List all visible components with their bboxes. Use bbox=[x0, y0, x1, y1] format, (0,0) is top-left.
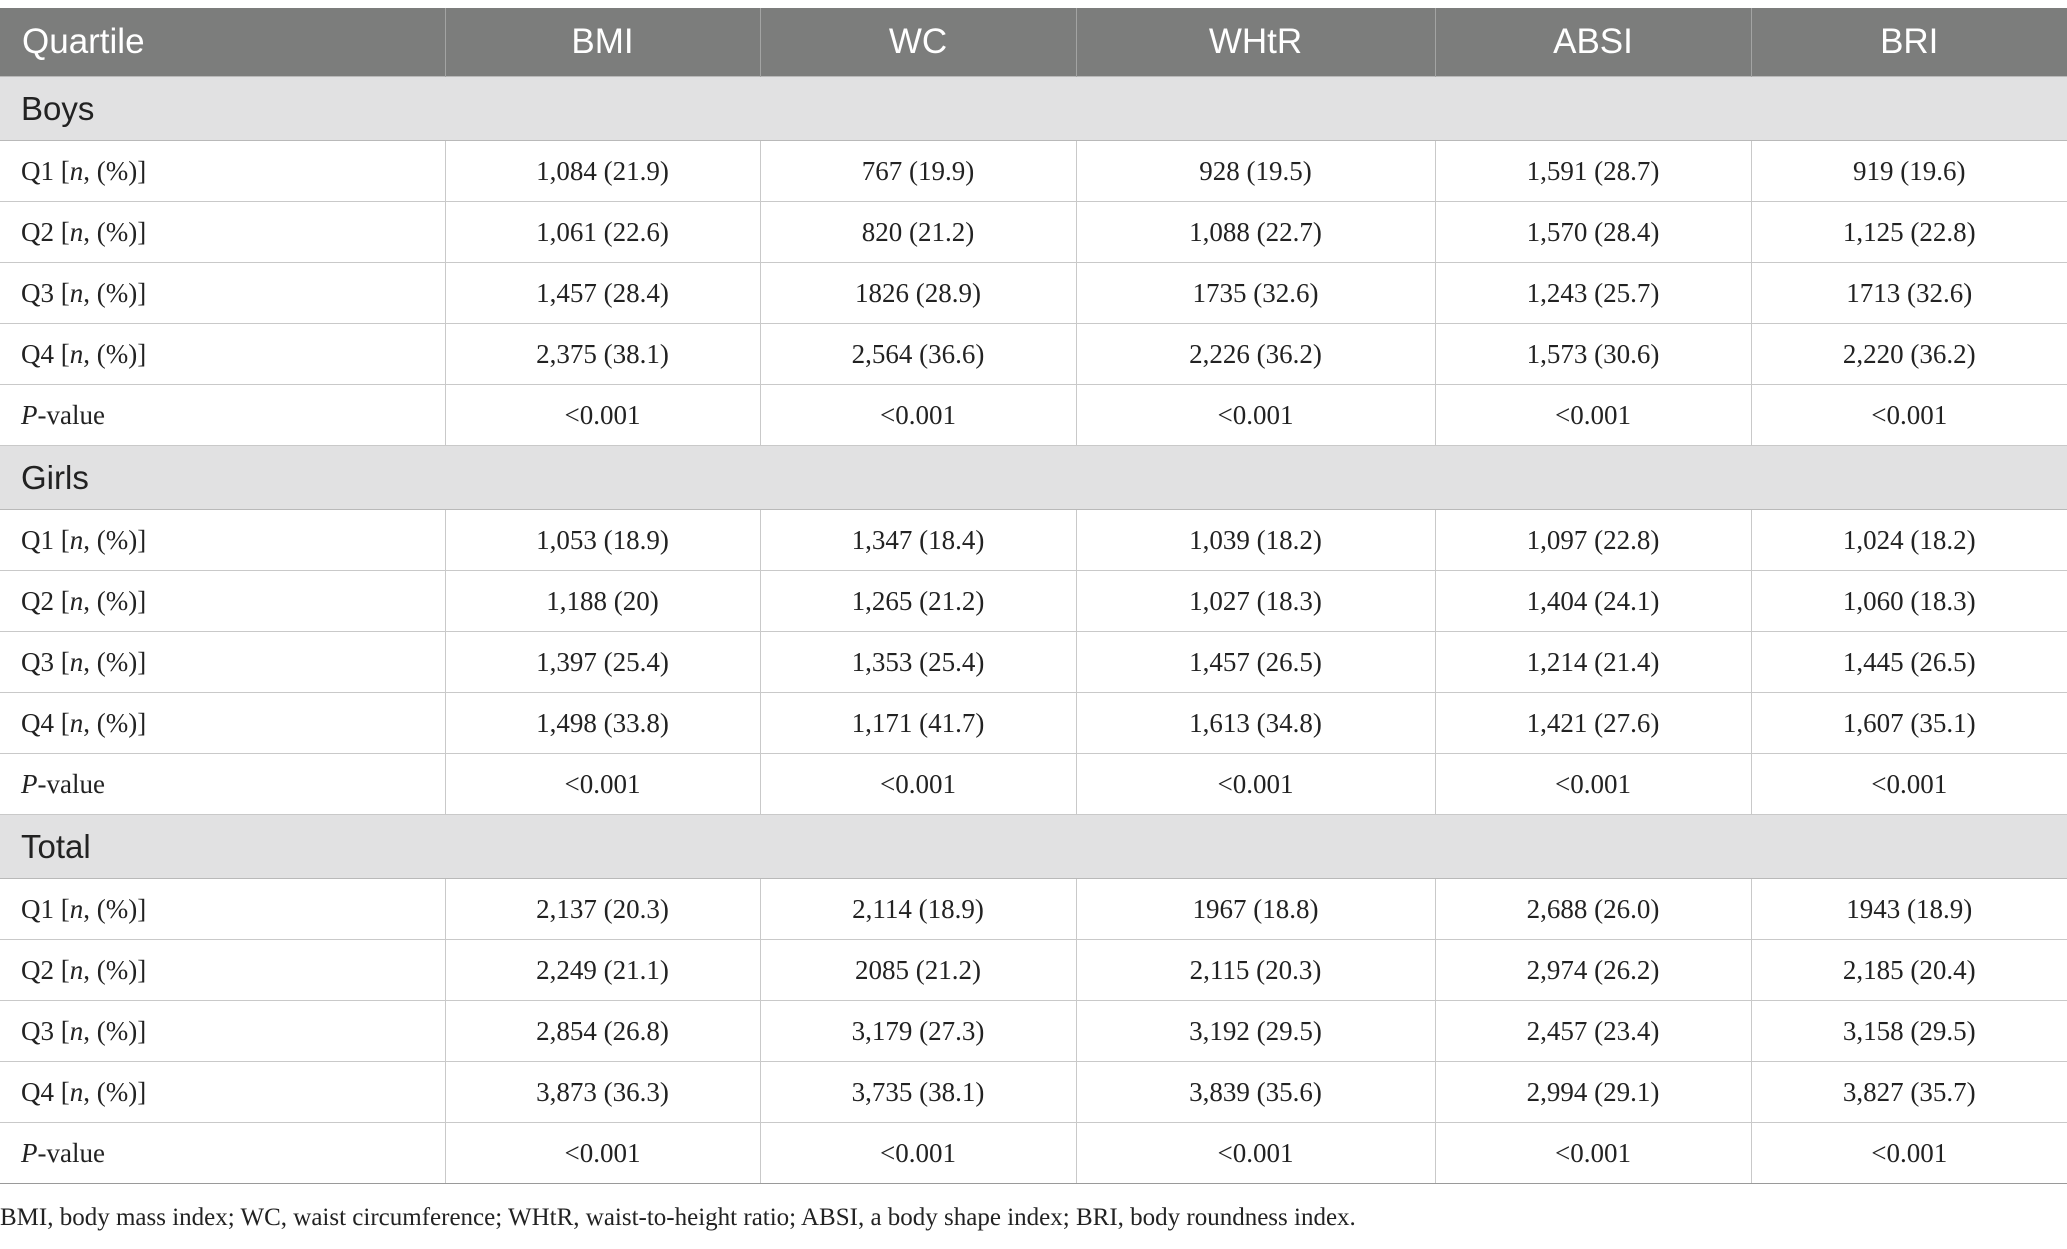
table-cell: <0.001 bbox=[760, 754, 1076, 815]
table-row bbox=[0, 263, 2067, 324]
row-label-italic: P bbox=[21, 768, 38, 799]
table-row bbox=[0, 1123, 2067, 1184]
table-cell: 2,137 (20.3) bbox=[445, 879, 760, 940]
table-cell: 2,688 (26.0) bbox=[1435, 879, 1751, 940]
table-cell: 2,114 (18.9) bbox=[760, 879, 1076, 940]
table-cell: 1967 (18.8) bbox=[1076, 879, 1435, 940]
row-label-italic: n bbox=[69, 646, 84, 677]
table-cell: 1,265 (21.2) bbox=[760, 571, 1076, 632]
column-header-whtr: WHtR bbox=[1076, 8, 1435, 77]
table-cell: <0.001 bbox=[1435, 754, 1751, 815]
table-row bbox=[0, 693, 2067, 754]
table-cell: <0.001 bbox=[1435, 1123, 1751, 1184]
row-label-suffix: , (%)] bbox=[83, 954, 147, 985]
row-label-prefix: Q3 [ bbox=[21, 646, 70, 677]
table-cell: 1,613 (34.8) bbox=[1076, 693, 1435, 754]
table-cell: 1,125 (22.8) bbox=[1751, 202, 2067, 263]
row-label-italic: n bbox=[69, 524, 84, 555]
row-label bbox=[0, 324, 445, 385]
row-label-italic: n bbox=[69, 1015, 84, 1046]
table-cell: 3,179 (27.3) bbox=[760, 1001, 1076, 1062]
row-label-italic: n bbox=[69, 893, 84, 924]
row-label-suffix: , (%)] bbox=[83, 216, 147, 247]
row-label bbox=[0, 879, 445, 940]
row-label-italic: P bbox=[21, 1137, 38, 1168]
row-label bbox=[0, 385, 445, 446]
row-label-italic: n bbox=[69, 277, 84, 308]
row-label-suffix: -value bbox=[37, 399, 105, 430]
group-header-row bbox=[0, 77, 2067, 141]
table-footnote: BMI, body mass index; WC, waist circumference; WHtR, waist-to-height ratio; ABSI, a body shape index; BRI, body roundness index. bbox=[0, 1204, 1356, 1231]
table-row bbox=[0, 940, 2067, 1001]
table-cell: 2,994 (29.1) bbox=[1435, 1062, 1751, 1123]
table-row bbox=[0, 385, 2067, 446]
row-label-suffix: , (%)] bbox=[83, 1076, 147, 1107]
table-cell: <0.001 bbox=[1751, 754, 2067, 815]
row-label-suffix: , (%)] bbox=[83, 893, 147, 924]
row-label-suffix: , (%)] bbox=[83, 1015, 147, 1046]
table-cell: 2,220 (36.2) bbox=[1751, 324, 2067, 385]
table-cell: 2,457 (23.4) bbox=[1435, 1001, 1751, 1062]
table-cell: <0.001 bbox=[1751, 385, 2067, 446]
table-cell: 1,498 (33.8) bbox=[445, 693, 760, 754]
row-label bbox=[0, 571, 445, 632]
table-cell: 1,088 (22.7) bbox=[1076, 202, 1435, 263]
table-cell: 2,115 (20.3) bbox=[1076, 940, 1435, 1001]
row-label-suffix: , (%)] bbox=[83, 338, 147, 369]
table-cell: 928 (19.5) bbox=[1076, 141, 1435, 202]
table-cell: 1943 (18.9) bbox=[1751, 879, 2067, 940]
table-cell: 3,839 (35.6) bbox=[1076, 1062, 1435, 1123]
header-row bbox=[0, 8, 2067, 77]
table-cell: 1735 (32.6) bbox=[1076, 263, 1435, 324]
row-label-italic: n bbox=[69, 954, 84, 985]
table-cell: 1,353 (25.4) bbox=[760, 632, 1076, 693]
row-label-italic: n bbox=[69, 216, 84, 247]
table-cell: 2,854 (26.8) bbox=[445, 1001, 760, 1062]
row-label bbox=[0, 754, 445, 815]
column-header-bri: BRI bbox=[1751, 8, 2067, 77]
table-cell: <0.001 bbox=[760, 385, 1076, 446]
table-cell: 1826 (28.9) bbox=[760, 263, 1076, 324]
table-cell: <0.001 bbox=[1076, 754, 1435, 815]
table-cell: 1,061 (22.6) bbox=[445, 202, 760, 263]
table-cell: 1,421 (27.6) bbox=[1435, 693, 1751, 754]
table-cell: 3,827 (35.7) bbox=[1751, 1062, 2067, 1123]
row-label-italic: n bbox=[69, 338, 84, 369]
row-label-suffix: , (%)] bbox=[83, 707, 147, 738]
table-cell: 2,564 (36.6) bbox=[760, 324, 1076, 385]
row-label-italic: n bbox=[69, 155, 84, 186]
row-label-italic: n bbox=[69, 1076, 84, 1107]
table-cell: 1,591 (28.7) bbox=[1435, 141, 1751, 202]
table-cell: 1,457 (28.4) bbox=[445, 263, 760, 324]
table-row bbox=[0, 141, 2067, 202]
table-cell: 919 (19.6) bbox=[1751, 141, 2067, 202]
row-label-suffix: , (%)] bbox=[83, 155, 147, 186]
row-label-suffix: , (%)] bbox=[83, 524, 147, 555]
row-label bbox=[0, 940, 445, 1001]
row-label-suffix: , (%)] bbox=[83, 277, 147, 308]
table-row bbox=[0, 324, 2067, 385]
table-cell: 820 (21.2) bbox=[760, 202, 1076, 263]
table-cell: 1,084 (21.9) bbox=[445, 141, 760, 202]
table-row bbox=[0, 879, 2067, 940]
row-label bbox=[0, 202, 445, 263]
table-cell: 1,097 (22.8) bbox=[1435, 510, 1751, 571]
row-label-prefix: Q2 [ bbox=[21, 216, 70, 247]
row-label-prefix: Q4 [ bbox=[21, 1076, 70, 1107]
table-cell: 1,027 (18.3) bbox=[1076, 571, 1435, 632]
table-cell: <0.001 bbox=[445, 754, 760, 815]
row-label-prefix: Q1 [ bbox=[21, 155, 70, 186]
table-cell: 3,735 (38.1) bbox=[760, 1062, 1076, 1123]
table-cell: 1,039 (18.2) bbox=[1076, 510, 1435, 571]
row-label bbox=[0, 632, 445, 693]
row-label-prefix: Q4 [ bbox=[21, 338, 70, 369]
table-cell: 1,214 (21.4) bbox=[1435, 632, 1751, 693]
row-label bbox=[0, 510, 445, 571]
group-label: Girls bbox=[0, 446, 2067, 510]
table-cell: 1,570 (28.4) bbox=[1435, 202, 1751, 263]
group-header-row bbox=[0, 446, 2067, 510]
table-row bbox=[0, 1062, 2067, 1123]
row-label-prefix: Q3 [ bbox=[21, 1015, 70, 1046]
table-row bbox=[0, 571, 2067, 632]
column-header-bmi: BMI bbox=[445, 8, 760, 77]
row-label bbox=[0, 263, 445, 324]
row-label-italic: P bbox=[21, 399, 38, 430]
row-label-prefix: Q1 [ bbox=[21, 893, 70, 924]
row-label-italic: n bbox=[69, 707, 84, 738]
table-cell: 1,188 (20) bbox=[445, 571, 760, 632]
table-cell: 2,226 (36.2) bbox=[1076, 324, 1435, 385]
table-cell: 3,192 (29.5) bbox=[1076, 1001, 1435, 1062]
table-cell: 1,457 (26.5) bbox=[1076, 632, 1435, 693]
group-label: Boys bbox=[0, 77, 2067, 141]
table-cell: 1,053 (18.9) bbox=[445, 510, 760, 571]
row-label bbox=[0, 141, 445, 202]
row-label-prefix: Q1 [ bbox=[21, 524, 70, 555]
row-label-prefix: Q2 [ bbox=[21, 585, 70, 616]
table-cell: 1,347 (18.4) bbox=[760, 510, 1076, 571]
table-cell: 3,158 (29.5) bbox=[1751, 1001, 2067, 1062]
row-label bbox=[0, 693, 445, 754]
table-cell: 1,607 (35.1) bbox=[1751, 693, 2067, 754]
table-row bbox=[0, 202, 2067, 263]
table-cell: 2085 (21.2) bbox=[760, 940, 1076, 1001]
table-row bbox=[0, 1001, 2067, 1062]
row-label-suffix: -value bbox=[37, 768, 105, 799]
row-label-prefix: Q4 [ bbox=[21, 707, 70, 738]
table-cell: <0.001 bbox=[1076, 385, 1435, 446]
table-header bbox=[0, 8, 2067, 77]
table-cell: 1,573 (30.6) bbox=[1435, 324, 1751, 385]
row-label bbox=[0, 1001, 445, 1062]
table-cell: 767 (19.9) bbox=[760, 141, 1076, 202]
column-header-quartile: Quartile bbox=[0, 8, 445, 77]
row-label-suffix: , (%)] bbox=[83, 585, 147, 616]
row-label-suffix: , (%)] bbox=[83, 646, 147, 677]
table-body bbox=[0, 77, 2067, 1184]
row-label bbox=[0, 1062, 445, 1123]
table-cell: <0.001 bbox=[1435, 385, 1751, 446]
table-row bbox=[0, 632, 2067, 693]
quartile-table bbox=[0, 8, 2067, 1184]
row-label-suffix: -value bbox=[37, 1137, 105, 1168]
table-cell: <0.001 bbox=[445, 1123, 760, 1184]
row-label-prefix: Q2 [ bbox=[21, 954, 70, 985]
table-cell: <0.001 bbox=[1076, 1123, 1435, 1184]
column-header-wc: WC bbox=[760, 8, 1076, 77]
table-cell: 1,397 (25.4) bbox=[445, 632, 760, 693]
table-cell: 2,249 (21.1) bbox=[445, 940, 760, 1001]
table-cell: 1,024 (18.2) bbox=[1751, 510, 2067, 571]
table-cell: <0.001 bbox=[445, 385, 760, 446]
table-cell: 1,243 (25.7) bbox=[1435, 263, 1751, 324]
table-cell: <0.001 bbox=[1751, 1123, 2067, 1184]
table-cell: 1,171 (41.7) bbox=[760, 693, 1076, 754]
table-cell: 1,404 (24.1) bbox=[1435, 571, 1751, 632]
group-header-row bbox=[0, 815, 2067, 879]
table-cell: <0.001 bbox=[760, 1123, 1076, 1184]
table-cell: 1713 (32.6) bbox=[1751, 263, 2067, 324]
group-label: Total bbox=[0, 815, 2067, 879]
table-cell: 1,060 (18.3) bbox=[1751, 571, 2067, 632]
column-header-absi: ABSI bbox=[1435, 8, 1751, 77]
table-cell: 3,873 (36.3) bbox=[445, 1062, 760, 1123]
table-row bbox=[0, 754, 2067, 815]
table-cell: 2,375 (38.1) bbox=[445, 324, 760, 385]
row-label-italic: n bbox=[69, 585, 84, 616]
row-label bbox=[0, 1123, 445, 1184]
table-cell: 2,185 (20.4) bbox=[1751, 940, 2067, 1001]
row-label-prefix: Q3 [ bbox=[21, 277, 70, 308]
table-cell: 1,445 (26.5) bbox=[1751, 632, 2067, 693]
table-row bbox=[0, 510, 2067, 571]
table-cell: 2,974 (26.2) bbox=[1435, 940, 1751, 1001]
